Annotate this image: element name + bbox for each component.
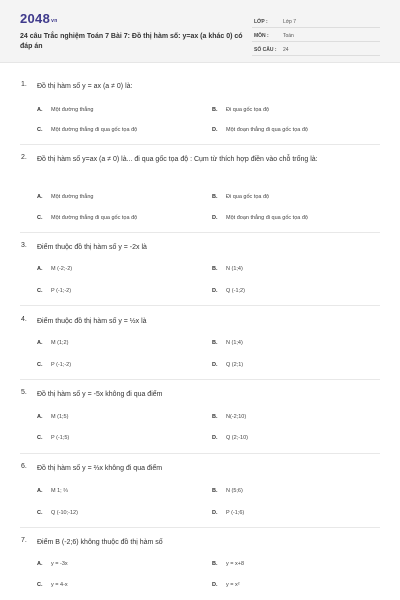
question-number: 7. — [21, 537, 27, 544]
option-letter: D. — [212, 127, 218, 133]
logo-text: 2048 — [20, 11, 51, 26]
question-text: Đồ thị hàm số y=ax (a ≠ 0) là... đi qua gốc tọa độ : Cụm từ thích hợp điền vào chỗ trống là: — [37, 156, 318, 163]
option-text: N (1;4) — [226, 340, 243, 346]
question-text: Điểm thuộc đồ thị hàm số y = ½x là — [37, 318, 147, 325]
option-text: y = -3x — [51, 561, 68, 567]
logo-suffix: vn — [51, 18, 58, 24]
question-number: 5. — [21, 389, 27, 396]
option-letter: A. — [37, 194, 43, 200]
option-letter: A. — [37, 488, 43, 494]
option-text: Một đoạn thẳng đi qua gốc tọa độ — [226, 215, 308, 221]
option-text: P (-1;6) — [226, 510, 245, 516]
option-letter: C. — [37, 510, 43, 516]
question-number: 2. — [21, 154, 27, 161]
question-text: Đồ thị hàm số y = -5x không đi qua điểm — [37, 391, 163, 398]
option-text: M (-2;-2) — [51, 266, 73, 272]
question-number: 3. — [21, 242, 27, 249]
option-letter: B. — [212, 340, 218, 346]
meta-row-class — [252, 15, 380, 28]
option-text: Q (2;-10) — [226, 435, 249, 441]
divider — [20, 379, 380, 380]
option-letter: C. — [37, 362, 43, 368]
option-letter: A. — [37, 414, 43, 420]
option-letter: C. — [37, 215, 43, 221]
meta-row-count — [252, 43, 380, 56]
meta-value: Lớp 7 — [283, 19, 297, 25]
question-text: Điểm B (-2;6) không thuộc đồ thị hàm số — [37, 539, 163, 546]
question-number: 6. — [21, 463, 27, 470]
divider — [20, 305, 380, 306]
option-text: M (1;2) — [51, 340, 69, 346]
option-text: y = x+8 — [226, 561, 245, 567]
option-text: Q (-1;2) — [226, 288, 245, 294]
option-text: M 1; ⅔ — [51, 488, 68, 494]
option-text: Một đường thẳng — [51, 107, 94, 113]
option-letter: D. — [212, 215, 218, 221]
option-letter: C. — [37, 435, 43, 441]
question-number: 4. — [21, 316, 27, 323]
option-text: y = x² — [226, 582, 240, 588]
option-text: N(-2;10) — [226, 414, 247, 420]
option-letter: D. — [212, 582, 218, 588]
meta-value: Toán — [283, 33, 294, 39]
option-letter: D. — [212, 510, 218, 516]
option-text: Q (2;1) — [226, 362, 244, 368]
question-number: 1. — [21, 81, 27, 88]
option-text: Một đường thẳng đi qua gốc tọa độ — [51, 127, 138, 133]
question-text: Đồ thị hàm số y = ax (a ≠ 0) là: — [37, 83, 133, 90]
option-letter: A. — [37, 561, 43, 567]
option-letter: B. — [212, 107, 218, 113]
meta-label: SỐ CÂU : — [254, 47, 277, 53]
option-text: Đi qua gốc tọa độ — [226, 107, 270, 113]
option-text: M (1;5) — [51, 414, 69, 420]
divider — [20, 144, 380, 145]
divider — [20, 527, 380, 528]
meta-label: MÔN : — [254, 33, 269, 39]
option-letter: D. — [212, 362, 218, 368]
option-letter: B. — [212, 266, 218, 272]
option-letter: B. — [212, 488, 218, 494]
meta-value: 24 — [283, 47, 289, 53]
option-letter: B. — [212, 561, 218, 567]
question-text: Điểm thuộc đồ thị hàm số y = -2x là — [37, 244, 147, 251]
option-text: Một đoạn thẳng đi qua gốc tọa độ — [226, 127, 308, 133]
option-letter: A. — [37, 107, 43, 113]
option-text: N (5;6) — [226, 488, 243, 494]
option-letter: D. — [212, 435, 218, 441]
option-text: N (1;4) — [226, 266, 243, 272]
page-header — [0, 0, 400, 63]
option-letter: C. — [37, 127, 43, 133]
option-letter: B. — [212, 414, 218, 420]
divider — [20, 453, 380, 454]
option-text: Một đường thẳng — [51, 194, 94, 200]
option-letter: B. — [212, 194, 218, 200]
meta-row-subject — [252, 29, 380, 42]
option-text: Một đường thẳng đi qua gốc tọa độ — [51, 215, 138, 221]
option-text: P (-1;-2) — [51, 288, 72, 294]
question-text: Đồ thị hàm số y = ⅔x không đi qua điểm — [37, 465, 163, 472]
option-letter: D. — [212, 288, 218, 294]
site-logo[interactable] — [20, 11, 58, 26]
meta-label: LỚP : — [254, 19, 268, 25]
option-text: Q (-10;-12) — [51, 510, 78, 516]
option-text: P (-1;-2) — [51, 362, 72, 368]
option-letter: C. — [37, 288, 43, 294]
option-letter: C. — [37, 582, 43, 588]
option-text: P (-1;5) — [51, 435, 70, 441]
document-title: 24 câu Trắc nghiệm Toán 7 Bài 7: Đồ thị hàm số: y=ax (a khác 0) có đáp án — [20, 33, 243, 50]
divider — [20, 232, 380, 233]
option-text: y = 4-x — [51, 582, 68, 588]
option-letter: A. — [37, 340, 43, 346]
option-text: Đi qua gốc tọa độ — [226, 194, 270, 200]
option-letter: A. — [37, 266, 43, 272]
